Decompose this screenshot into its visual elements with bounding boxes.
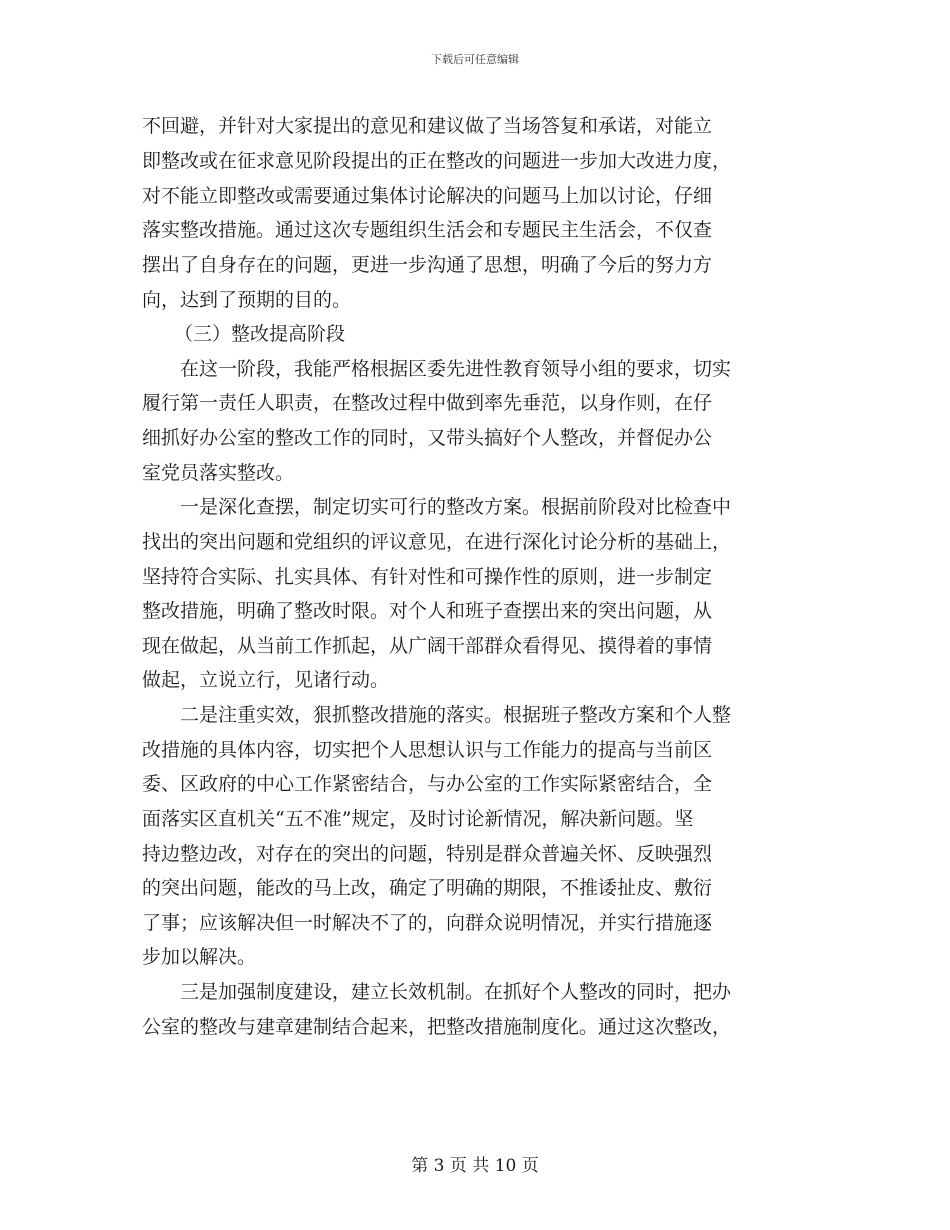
body-line: 履行第一责任人职责，在整改过程中做到率先垂范，以身作则，在仔 (142, 392, 713, 414)
section-heading: （三）整改提高阶段 (174, 323, 346, 345)
page-header: 下载后可任意编辑 (431, 53, 519, 66)
body-line: 找出的突出问题和党组织的评议意见，在进行深化讨论分析的基础上， (142, 531, 732, 553)
page-number-footer: 第 3 页 共 10 页 (411, 1156, 539, 1176)
paragraph-first-line: 二是注重实效，狠抓整改措施的落实。根据班子整改方案和个人整 (180, 704, 732, 726)
body-line: 做起，立说立行，见诸行动。 (142, 669, 390, 691)
body-line: 步加以解决。 (142, 946, 257, 968)
body-line: 即整改或在征求意见阶段提出的正在整改的问题进一步加大改进力度， (142, 150, 732, 172)
body-line: 落实整改措施。通过这次专题组织生活会和专题民主生活会，不仅查 (142, 219, 713, 241)
body-line: 的突出问题，能改的马上改，确定了明确的期限，不推诿扯皮、敷衍 (142, 877, 713, 899)
body-line: 了事；应该解决但一时解决不了的，向群众说明情况，并实行措施逐 (142, 912, 713, 934)
body-line: 公室的整改与建章建制结合起来，把整改措施制度化。通过这次整改， (142, 1016, 732, 1038)
body-line: 细抓好办公室的整改工作的同时，又带头搞好个人整改，并督促办公 (142, 427, 713, 449)
paragraph-first-line: 三是加强制度建设，建立长效机制。在抓好个人整改的同时，把办 (180, 981, 732, 1003)
body-line: 不回避，并针对大家提出的意见和建议做了当场答复和承诺，对能立 (142, 115, 713, 137)
body-line: 室党员落实整改。 (142, 462, 295, 484)
body-line: 摆出了自身存在的问题，更进一步沟通了思想，明确了今后的努力方 (142, 254, 713, 276)
body-line: 对不能立即整改或需要通过集体讨论解决的问题马上加以讨论，仔细 (142, 185, 713, 207)
body-line: 持边整边改，对存在的突出的问题，特别是群众普遍关怀、反映强烈 (142, 843, 713, 865)
body-line: 向，达到了预期的目的。 (142, 289, 352, 311)
body-line: 整改措施，明确了整改时限。对个人和班子查摆出来的突出问题，从 (142, 600, 713, 622)
body-line: 改措施的具体内容，切实把个人思想认识与工作能力的提高与当前区 (142, 739, 713, 761)
paragraph-first-line: 在这一阶段，我能严格根据区委先进性教育领导小组的要求，切实 (180, 358, 732, 380)
paragraph-first-line: 一是深化查摆，制定切实可行的整改方案。根据前阶段对比检查中 (180, 496, 732, 518)
body-line: 坚持符合实际、扎实具体、有针对性和可操作性的原则，进一步制定 (142, 566, 713, 588)
body-line: 面落实区直机关“五不准”规定，及时讨论新情况，解决新问题。坚 (142, 808, 694, 830)
body-line: 委、区政府的中心工作紧密结合，与办公室的工作实际紧密结合，全 (142, 773, 713, 795)
body-line: 现在做起，从当前工作抓起，从广阔干部群众看得见、摸得着的事情 (142, 635, 713, 657)
